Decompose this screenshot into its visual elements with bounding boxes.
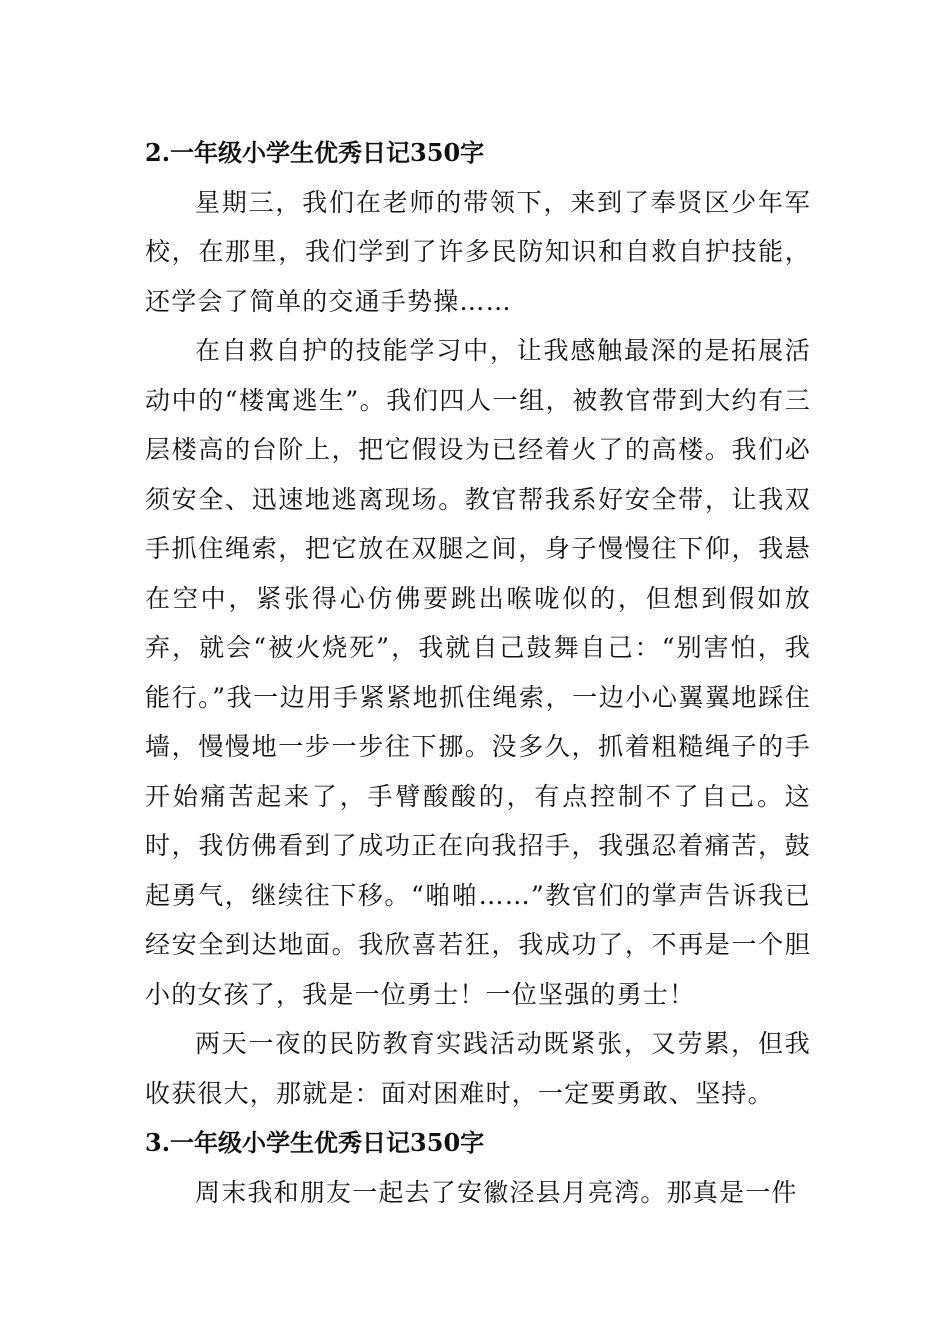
paragraph-escape-training: 在自救自护的技能学习中，让我感触最深的是拓展活动中的“楼寓逃生”。我们四人一组，被教官带到大约有三层楼高的台阶上，把它假设为已经着火了的高楼。我们必须安全、迅速地逃离现场。教官帮我系好安全带，让我双手抓住绳索，把它放在双腿之间，身子慢慢往下仰，我悬在空中，紧张得心仿佛要跳出喉咙似的，但想到假如放弃，就会“被火烧死”，我就自己鼓舞自己：“别害怕，我能行。”我一边用手紧紧地抓住绳索，一边小心翼翼地踩住墙，慢慢地一步一步往下挪。没多久，抓着粗糙绳子的手开始痛苦起来了，手臂酸酸的，有点控制不了自己。这时，我仿佛看到了成功正在向我招手，我强忍着痛苦，鼓起勇气，继续往下移。“啪啪……”教官们的掌声告诉我已经安全到达地面。我欣喜若狂，我成功了，不再是一个胆小的女孩了，我是一位勇士！一位坚强的勇士！ [145,336,811,1009]
document-body [145,128,811,1217]
section-heading-2: 2.一年级小学生优秀日记350字 [145,138,485,167]
paragraph-moon-bay: 周末我和朋友一起去了安徽泾县月亮湾。那真是一件 [195,1177,798,1207]
paragraph-intro: 星期三，我们在老师的带领下，来到了奉贤区少年军校，在那里，我们学到了许多民防知识和自救自护技能，还学会了简单的交通手势操…… [145,187,811,316]
section-heading-3: 3.一年级小学生优秀日记350字 [145,1128,485,1157]
paragraph-conclusion: 两天一夜的民防教育实践活动既紧张，又劳累，但我收获很大，那就是：面对困难时，一定要勇敢、坚持。 [145,1029,811,1108]
